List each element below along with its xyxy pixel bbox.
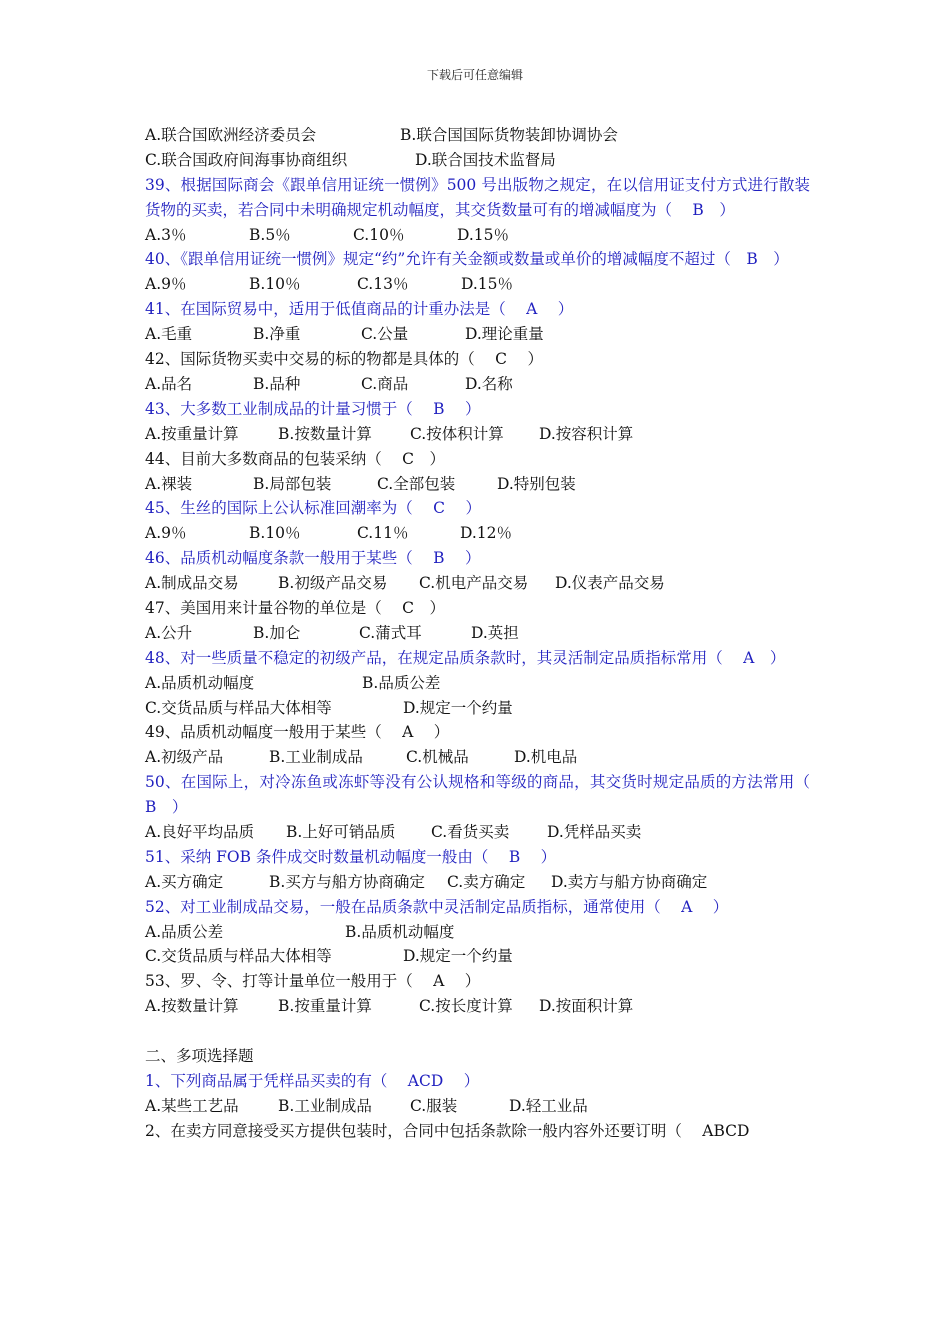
question-text: 43、大多数工业制成品的计量习惯于（ B ） xyxy=(145,399,481,418)
option-text: B.按重量计算 xyxy=(278,997,372,1016)
answer-options xyxy=(145,148,810,173)
answer-options xyxy=(145,820,810,845)
option-text: C.机械品 xyxy=(406,748,469,767)
option-text: A.公升 xyxy=(145,623,193,642)
question-text: 46、品质机动幅度条款一般用于某些（ B ） xyxy=(145,549,481,568)
question-text: 50、在国际上，对冷冻鱼或冻虾等没有公认规格和等级的商品，其交货时规定品质的方法常用（ B ） xyxy=(145,773,831,817)
option-text: D.理论重量 xyxy=(465,325,544,344)
option-text: D.12％ xyxy=(460,524,513,543)
blank-line xyxy=(145,1019,810,1044)
answer-options xyxy=(145,920,810,945)
answer-options xyxy=(145,745,810,770)
option-text: D.规定一个约量 xyxy=(403,698,513,717)
option-text: D.规定一个约量 xyxy=(403,947,513,966)
answer-options xyxy=(145,671,810,696)
option-text: B.品质机动幅度 xyxy=(345,922,455,941)
option-text: A.品名 xyxy=(145,374,193,393)
answer-options xyxy=(145,322,810,347)
question-text: 41、在国际贸易中，适用于低值商品的计重办法是（ A ） xyxy=(145,300,574,319)
option-text: B.买方与船方协商确定 xyxy=(269,872,425,891)
option-text: C.交货品质与样品大体相等 xyxy=(145,698,332,717)
question-text: 42、国际货物买卖中交易的标的物都是具体的（ C ） xyxy=(145,350,543,369)
document-body xyxy=(145,123,831,1144)
question-text: 49、品质机动幅度一般用于某些（ A ） xyxy=(145,723,450,742)
answer-options xyxy=(145,696,810,721)
option-text: C.10％ xyxy=(353,225,405,244)
option-text: A.9％ xyxy=(145,275,187,294)
question-text: 2、在卖方同意接受买方提供包装时，合同中包括条款除一般内容外还要订明（ ABCD xyxy=(145,1121,750,1140)
option-text: A.按数量计算 xyxy=(145,997,239,1016)
option-text: A.3％ xyxy=(145,225,187,244)
option-text: B.按数量计算 xyxy=(278,424,372,443)
answer-options xyxy=(145,472,810,497)
option-text: A.某些工艺品 xyxy=(145,1096,239,1115)
option-text: B.10％ xyxy=(249,275,301,294)
option-text: A.联合国欧洲经济委员会 xyxy=(145,126,317,144)
option-text: B.10％ xyxy=(249,524,301,543)
option-text: C.蒲式耳 xyxy=(359,623,422,642)
option-text: D.按面积计算 xyxy=(539,997,634,1016)
option-text: D.15％ xyxy=(461,275,514,294)
question-text: 48、对一些质量不稳定的初级产品，在规定品质条款时，其灵活制定品质指标常用（ A ） xyxy=(145,648,786,667)
answer-options xyxy=(145,123,810,148)
option-text: C.机电产品交易 xyxy=(419,574,529,593)
option-text: A.良好平均品质 xyxy=(145,823,255,842)
answer-options xyxy=(145,372,810,397)
option-text: A.制成品交易 xyxy=(145,574,239,593)
answer-options xyxy=(145,422,810,447)
option-text: D.机电品 xyxy=(514,748,578,767)
option-text: C.全部包装 xyxy=(377,474,456,493)
option-text: B.品质公差 xyxy=(362,673,441,692)
answer-options xyxy=(145,521,810,546)
option-text: D.轻工业品 xyxy=(509,1096,588,1115)
answer-options xyxy=(145,994,810,1019)
answer-options xyxy=(145,944,810,969)
question-text: 40、《跟单信用证统一惯例》规定“约”允许有关金额或数量或单价的增减幅度不超过（ B ） xyxy=(145,250,789,269)
answer-options xyxy=(145,571,810,596)
option-text: A.初级产品 xyxy=(145,748,224,767)
option-text: B.工业制成品 xyxy=(269,748,363,767)
question-text: 53、罗、令、打等计量单位一般用于（ A ） xyxy=(145,972,481,991)
page-header: 下载后可任意编辑 xyxy=(426,68,523,82)
option-text: D.联合国技术监督局 xyxy=(415,150,556,169)
answer-options xyxy=(145,272,810,297)
option-text: C.服装 xyxy=(410,1096,458,1115)
option-text: A.品质机动幅度 xyxy=(145,673,255,692)
option-text: D.仪表产品交易 xyxy=(555,574,665,593)
answer-options xyxy=(145,621,810,646)
question-text: 52、对工业制成品交易，一般在品质条款中灵活制定品质指标，通常使用（ A ） xyxy=(145,897,729,916)
option-text: D.特别包装 xyxy=(497,474,576,493)
option-text: C.11％ xyxy=(357,524,409,543)
option-text: B.5％ xyxy=(249,225,291,244)
option-text: D.卖方与船方协商确定 xyxy=(551,872,708,891)
option-text: B.品种 xyxy=(253,374,301,393)
option-text: A.9％ xyxy=(145,524,187,543)
option-text: B.净重 xyxy=(253,325,301,344)
question-text: 44、目前大多数商品的包装采纳（ C ） xyxy=(145,449,446,468)
option-text: C.商品 xyxy=(361,374,409,393)
option-text: B.联合国国际货物装卸协调协会 xyxy=(400,126,618,144)
option-text: A.毛重 xyxy=(145,325,193,344)
option-text: C.卖方确定 xyxy=(447,872,526,891)
answer-options xyxy=(145,223,810,248)
option-text: A.按重量计算 xyxy=(145,424,239,443)
option-text: D.按容积计算 xyxy=(539,424,634,443)
option-text: B.局部包装 xyxy=(253,474,332,493)
option-text: D.英担 xyxy=(471,623,519,642)
option-text: B.工业制成品 xyxy=(278,1096,372,1115)
question-text: 二、多项选择题 xyxy=(145,1047,254,1066)
option-text: A.裸装 xyxy=(145,474,193,493)
option-text: C.按体积计算 xyxy=(410,424,504,443)
answer-options xyxy=(145,870,810,895)
option-text: A.品质公差 xyxy=(145,922,224,941)
option-text: A.买方确定 xyxy=(145,872,224,891)
option-text: C.交货品质与样品大体相等 xyxy=(145,947,332,966)
option-text: B.加仑 xyxy=(253,623,301,642)
question-text: 45、生丝的国际上公认标准回潮率为（ C ） xyxy=(145,499,481,518)
option-text: B.上好可销品质 xyxy=(286,823,396,842)
option-text: D.15％ xyxy=(457,225,510,244)
answer-options xyxy=(145,1094,810,1119)
option-text: C.公量 xyxy=(361,325,409,344)
question-text: 39、根据国际商会《跟单信用证统一惯例》500 号出版物之规定，在以信用证支付方式进行散装货物的买卖，若合同中未明确规定机动幅度，其交货数量可有的增减幅度为（ B ） xyxy=(145,175,810,219)
question-text: 51、采纳 FOB 条件成交时数量机动幅度一般由（ B ） xyxy=(145,847,557,866)
option-text: C.13％ xyxy=(357,275,409,294)
option-text: C.看货买卖 xyxy=(431,823,510,842)
option-text: C.联合国政府间海事协商组织 xyxy=(145,150,348,169)
option-text: C.按长度计算 xyxy=(419,997,513,1016)
option-text: D.名称 xyxy=(465,374,513,393)
option-text: D.凭样品买卖 xyxy=(547,823,642,842)
option-text: B.初级产品交易 xyxy=(278,574,388,593)
question-text: 47、美国用来计量谷物的单位是（ C ） xyxy=(145,598,446,617)
question-text: 1、下列商品属于凭样品买卖的有（ ACD ） xyxy=(145,1071,480,1090)
